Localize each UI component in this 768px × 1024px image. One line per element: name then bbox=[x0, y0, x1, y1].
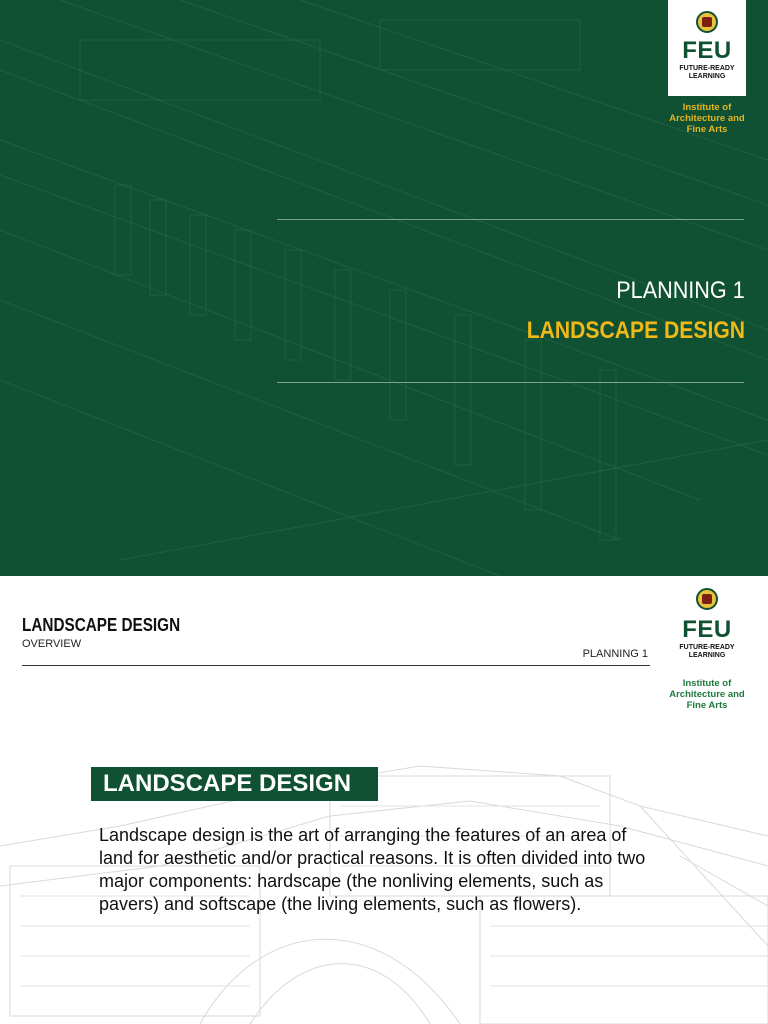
institute-line1: Institute of bbox=[682, 102, 732, 113]
logo-tagline-line2: LEARNING bbox=[688, 652, 726, 659]
institute-line2: Architecture and bbox=[669, 689, 745, 700]
course-title: PLANNING 1 bbox=[616, 277, 745, 304]
institute-line3: Fine Arts bbox=[686, 124, 728, 135]
institute-line3: Fine Arts bbox=[686, 700, 728, 711]
logo-tagline-line1: FUTURE-READY bbox=[679, 65, 735, 72]
bottom-divider bbox=[277, 382, 744, 383]
header-divider bbox=[22, 665, 650, 666]
logo-wordmark: FEU bbox=[682, 37, 732, 64]
feu-seal-icon bbox=[696, 588, 718, 610]
header-subtitle: OVERVIEW bbox=[22, 638, 82, 650]
institute-name bbox=[657, 678, 757, 711]
section-heading: LANDSCAPE DESIGN bbox=[91, 767, 378, 801]
logo-tagline-line2: LEARNING bbox=[688, 73, 726, 80]
content-slide bbox=[0, 576, 768, 1024]
institute-line1: Institute of bbox=[682, 678, 732, 689]
logo-tagline-line1: FUTURE-READY bbox=[679, 644, 735, 651]
logo-wordmark: FEU bbox=[682, 616, 732, 643]
institute-name bbox=[657, 102, 757, 135]
institute-line2: Architecture and bbox=[669, 113, 745, 124]
logo-tagline bbox=[679, 65, 734, 81]
header-title: LANDSCAPE DESIGN bbox=[22, 615, 181, 635]
feu-logo bbox=[668, 0, 746, 96]
feu-logo bbox=[668, 618, 746, 660]
body-paragraph: Landscape design is the art of arranging the features of an area of land for aesthetic and/or practical reasons. It is often divided into two major components: hardscape (the nonliving elements, such as pavers) and softscape (the living elements, such as flowers). bbox=[99, 825, 646, 914]
topic-title: LANDSCAPE DESIGN bbox=[526, 317, 745, 344]
top-divider bbox=[277, 219, 744, 220]
feu-seal-icon bbox=[696, 11, 718, 33]
logo-tagline bbox=[679, 644, 734, 660]
header-course: PLANNING 1 bbox=[582, 648, 648, 660]
